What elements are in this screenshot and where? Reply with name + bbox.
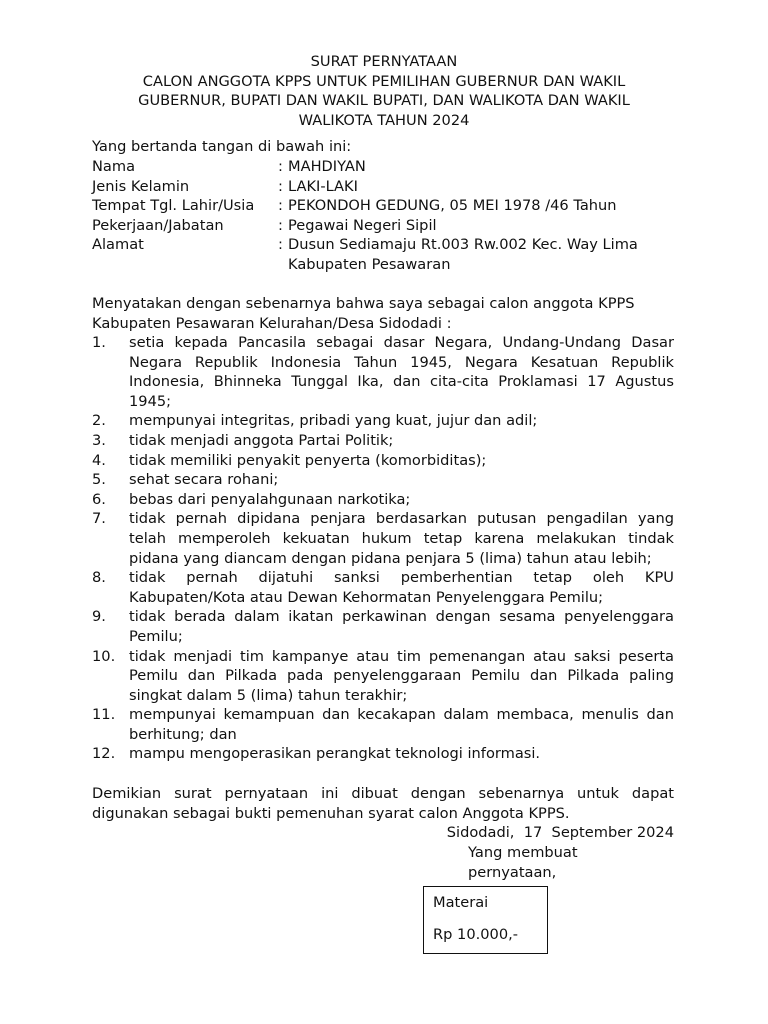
list-item [92,705,674,744]
item-number: 8. [92,569,106,587]
identity-row-occupation [92,216,682,236]
list-item [92,607,674,646]
title-line-4: WALIKOTA TAHUN 2024 [298,111,470,129]
title-line-2: CALON ANGGOTA KPPS UNTUK PEMILIHAN GUBERNUR DAN WAKIL [142,72,626,90]
list-item [92,333,674,411]
list-item [92,509,674,568]
list-item [92,431,674,451]
item-number: 10. [92,647,116,665]
identity-separator: : [278,197,283,215]
identity-value: PEKONDOH GEDUNG, 05 MEI 1978 /46 Tahun [288,197,617,215]
item-number: 11. [92,706,116,724]
item-number: 12. [92,745,116,763]
title-line-3: GUBERNUR, BUPATI DAN WAKIL BUPATI, DAN WALIKOTA DAN WAKIL [138,92,630,110]
item-number: 5. [92,471,106,489]
signer-block [468,843,628,882]
list-item [92,568,674,607]
list-item [92,470,674,490]
identity-block [92,157,682,275]
identity-value: LAKI-LAKI [288,177,358,195]
document-title [92,52,676,130]
stamp-amount: Rp 10.000,- [433,926,519,943]
item-number: 4. [92,451,106,469]
identity-separator: : [278,236,283,254]
identity-label: Pekerjaan/Jabatan [92,216,224,234]
item-text: sehat secara rohani; [129,471,279,489]
item-text: tidak memiliki penyakit penyerta (komorbiditas); [129,451,487,469]
place-date: Sidodadi, 17 September 2024 [446,824,674,841]
identity-row-gender [92,177,682,197]
identity-label: Tempat Tgl. Lahir/Usia [92,197,255,215]
stamp-label: Materai [433,894,489,911]
closing-text: Demikian surat pernyataan ini dibuat dengan sebenarnya untuk dapat digunakan sebagai bukti pemenuhan syarat calon Anggota KPPS. [92,785,674,822]
list-item [92,451,674,471]
item-text: tidak pernah dijatuhi sanksi pemberhentian tetap oleh KPU Kabupaten/Kota atau Dewan Kehormatan Penyelenggara Pemilu; [129,569,674,606]
item-text: mampu mengoperasikan perangkat teknologi informasi. [129,745,541,763]
identity-value: MAHDIYAN [288,158,366,175]
item-text: mempunyai integritas, pribadi yang kuat, jujur dan adil; [129,412,538,430]
item-number: 9. [92,608,106,626]
item-text: tidak berada dalam ikatan perkawinan dengan sesama penyelenggara Pemilu; [129,608,674,645]
item-number: 6. [92,490,106,508]
item-number: 2. [92,412,106,430]
identity-label: Nama [92,158,136,175]
item-text: tidak menjadi anggota Partai Politik; [129,431,394,449]
requirements-list [92,333,674,764]
item-text: tidak menjadi tim kampanye atau tim pemenangan atau saksi peserta Pemilu dan Pilkada pada penyelenggaraan Pemilu dan Pilkada paling singkat dalam 5 (lima) tahun terakhir; [129,647,674,704]
item-text: mempunyai kemampuan dan kecakapan dalam membaca, menulis dan berhitung; dan [129,706,674,743]
identity-separator: : [278,216,283,234]
item-text: setia kepada Pancasila sebagai dasar Negara, Undang-Undang Dasar Negara Republik Indonesia Tahun 1945, Negara Kesatuan Republik Indonesia, Bhinneka Tunggal Ika, dan cita-cita Proklamasi 17 Agustus 1945; [129,334,674,410]
identity-row-name [92,157,682,177]
signer-line-2: pernyataan, [468,863,557,881]
item-text: bebas dari penyalahgunaan narkotika; [129,490,411,508]
identity-value: Dusun Sediamaju Rt.003 Rw.002 Kec. Way Lima Kabupaten Pesawaran [288,236,638,273]
statement-text: Menyatakan dengan sebenarnya bahwa saya sebagai calon anggota KPPS Kabupaten Pesawaran Kelurahan/Desa Sidodadi : [92,295,635,332]
intro-text: Yang bertanda tangan di bawah ini: [92,138,352,155]
list-item [92,647,674,706]
item-text: tidak pernah dipidana penjara berdasarkan putusan pengadilan yang telah memperoleh kekuatan hukum tetap karena melakukan tindak pidana yang diancam dengan pidana penjara 5 (lima) tahun atau lebih; [129,510,674,567]
identity-row-address [92,235,682,274]
identity-separator: : [278,177,283,195]
stamp-box [423,886,548,954]
item-number: 1. [92,334,106,351]
list-item [92,744,674,764]
item-number: 7. [92,510,106,528]
identity-value: Pegawai Negeri Sipil [288,216,437,234]
identity-row-birth [92,196,682,216]
signer-line-1: Yang membuat [468,844,578,861]
identity-label: Jenis Kelamin [92,177,190,195]
list-item [92,490,674,510]
title-line-1: SURAT PERNYATAAN [310,53,458,70]
identity-label: Alamat [92,236,144,254]
list-item [92,411,674,431]
item-number: 3. [92,431,106,449]
identity-separator: : [278,158,283,175]
